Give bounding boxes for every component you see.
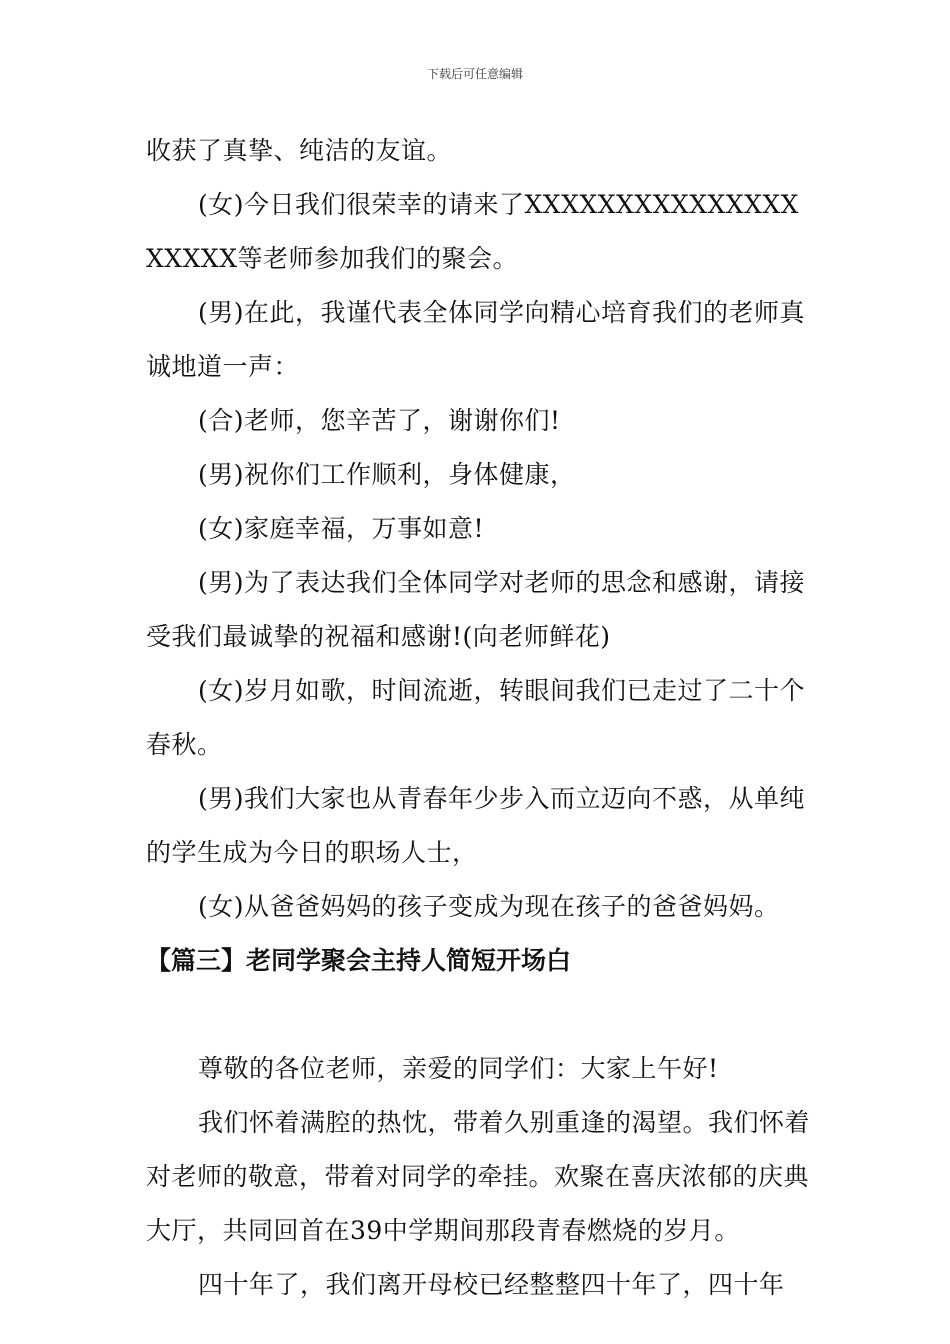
paragraph: (男)祝你们工作顺利，身体健康， (198, 460, 576, 489)
paragraph: (男)在此，我谨代表全体同学向精心培育我们的老师真诚地道一声： (146, 298, 806, 381)
paragraph: (女)从爸爸妈妈的孩子变成为现在孩子的爸爸妈妈。 (198, 892, 780, 921)
paragraph: 四十年了，我们离开母校已经整整四十年了，四十年 (198, 1270, 785, 1299)
paragraph: 我们怀着满腔的热忱，带着久别重逢的渴望。我们怀着对老师的敬意，带着对同学的牵挂。欢聚在喜庆浓郁的庆典大厅，共同回首在39中学期间那段青春燃烧的岁月。 (146, 1108, 811, 1245)
paragraph: (合)老师，您辛苦了，谢谢你们! (198, 406, 561, 435)
document-body (146, 124, 810, 1312)
paragraph: (女)今日我们很荣幸的请来了XXXXXXXXXXXXXXXXXXXX等老师参加我们的聚会。 (146, 190, 799, 273)
paragraph: (女)岁月如歌，时间流逝，转眼间我们已走过了二十个春秋。 (146, 676, 806, 759)
paragraph: 收获了真挚、纯洁的友谊。 (146, 136, 453, 165)
paragraph: (男)为了表达我们全体同学对老师的思念和感谢，请接受我们最诚挚的祝福和感谢!(向老师鲜花) (146, 568, 806, 651)
blank-line (146, 988, 810, 1042)
paragraph: 尊敬的各位老师，亲爱的同学们：大家上午好! (198, 1054, 719, 1083)
section-heading: 【篇三】老同学聚会主持人简短开场白 (146, 946, 572, 975)
page-header: 下载后可任意编辑 (426, 67, 523, 81)
paragraph: (女)家庭幸福，万事如意! (198, 514, 485, 543)
paragraph: (男)我们大家也从青春年少步入而立迈向不惑，从单纯的学生成为今日的职场人士， (146, 784, 806, 867)
